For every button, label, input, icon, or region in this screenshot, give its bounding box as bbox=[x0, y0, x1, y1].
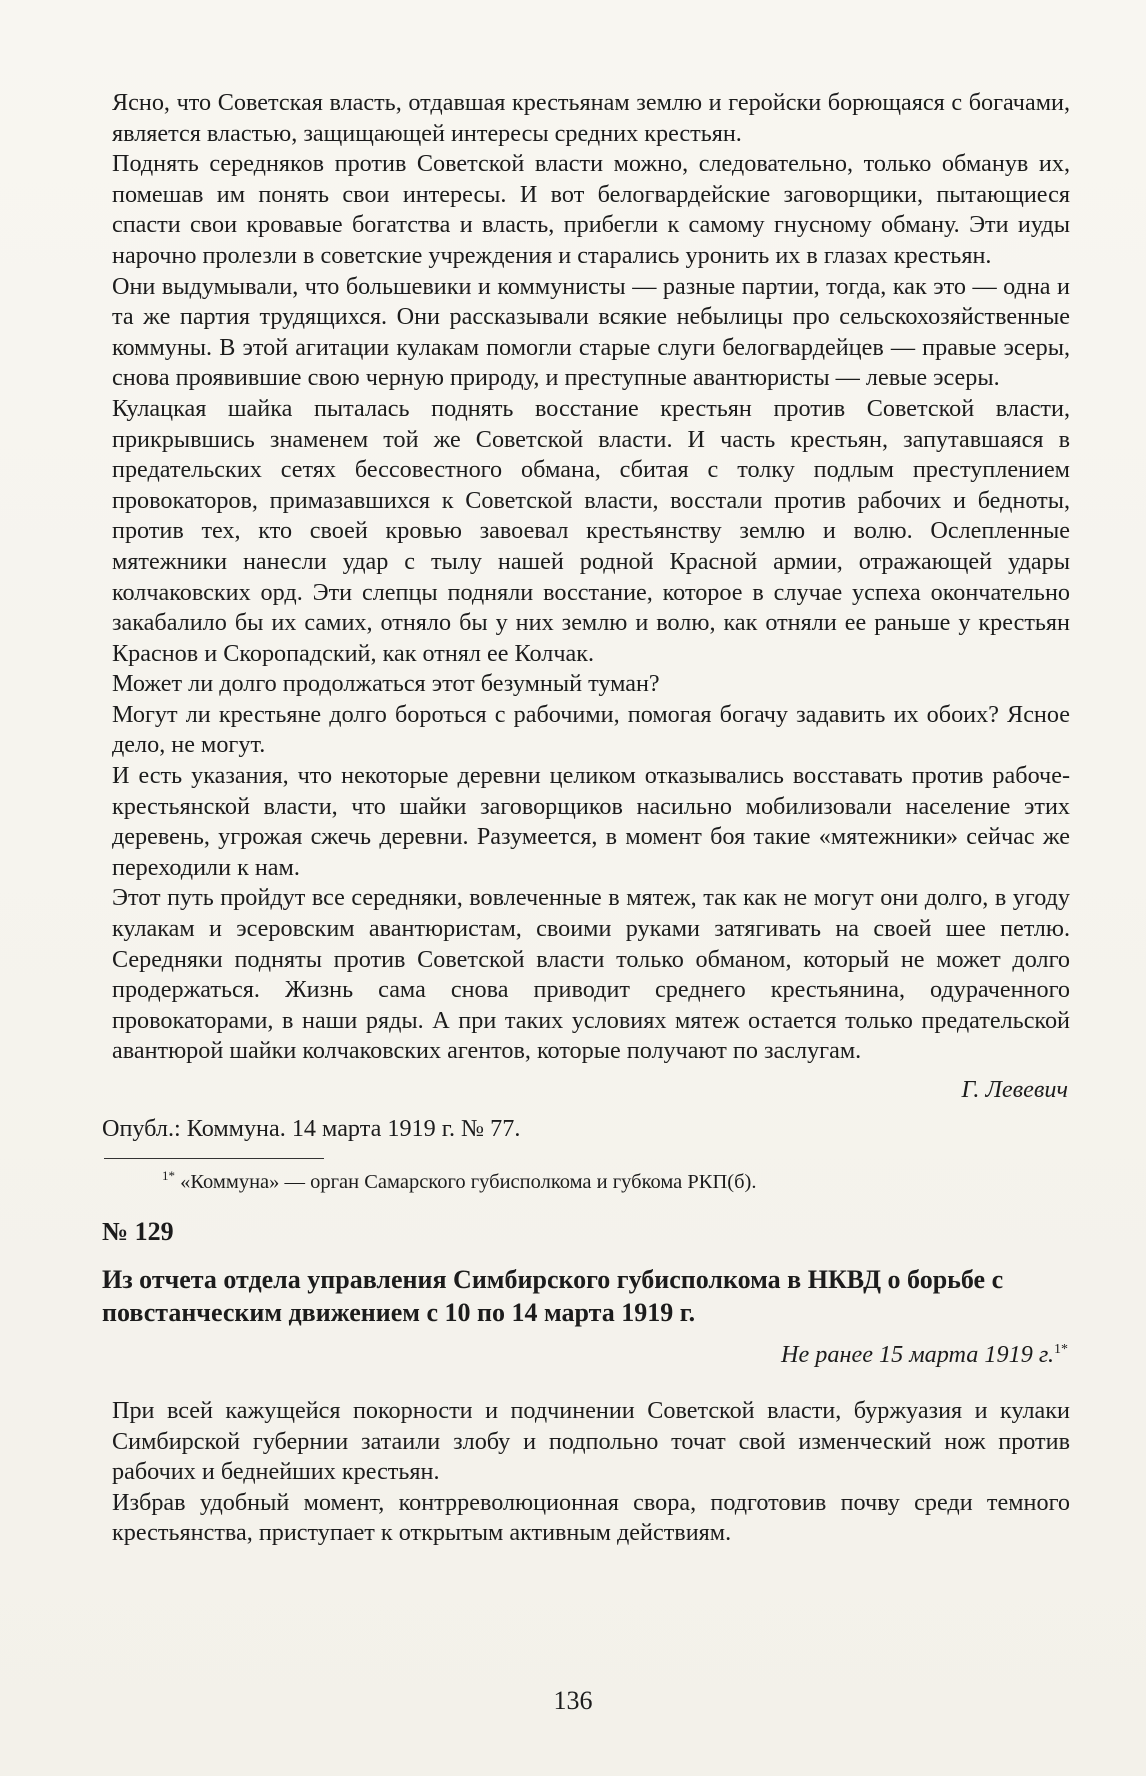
document-date bbox=[112, 1335, 1070, 1370]
paragraph: Они выдумывали, что большевики и коммунисты — разные партии, тогда, как это — одна и та же партия трудящихся. Они рассказывали всякие небылицы про сельскохозяйственные коммуны. В этой агитации кулакам помогли старые слуги белогвардейцев — правые эсеры, снова проявившие свою черную природу, и преступные авантюристы — левые эсеры. bbox=[112, 272, 1070, 392]
paragraph: Может ли долго продолжаться этот безумный туман? bbox=[112, 670, 660, 698]
paragraph: Могут ли крестьяне долго бороться с рабочими, помогая богачу задавить их обоих? Ясное дело, не могут. bbox=[112, 700, 1070, 759]
footnote-marker: 1* bbox=[162, 1168, 175, 1184]
document-date-text: Не ранее 15 марта 1919 г. bbox=[781, 1341, 1054, 1369]
document-number: № 129 bbox=[102, 1217, 174, 1247]
footnote-text: «Коммуна» — орган Самарского губисполкома и губкома РКП(б). bbox=[175, 1171, 757, 1194]
paragraph: Поднять середняков против Советской власти можно, следовательно, только обманув их, помешав им понять свои интересы. И вот белогвардейские заговорщики, пытающиеся спасти свои кровавые богатства и власть, прибегли к самому гнусному обману. Эти иуды нарочно пролезли в советские учреждения и старались уронить их в глазах крестьян. bbox=[112, 150, 1070, 269]
paragraph: Этот путь пройдут все середняки, вовлеченные в мятеж, так как не могут они долго, в угоду кулакам и эсеровским авантюристам, своими руками затягивать на своей шее петлю. Середняки подняты против Советской власти только обманом, который не может долго продержаться. Жизнь сама снова приводит среднего крестьянина, одураченного провокаторами, в наши ряды. А при таких условиях мятеж остается только предательской авантюрой шайки колчаковских агентов, которые получают по заслугам. bbox=[112, 884, 1070, 1065]
footnote bbox=[162, 1163, 1070, 1195]
footnote-rule bbox=[104, 1158, 324, 1159]
document-title: Из отчета отдела управления Симбирского губисполкома в НКВД о борьбе с повстанческим движением с 10 по 14 марта 1919 г. bbox=[102, 1265, 1004, 1328]
paragraph: Избрав удобный момент, контрреволюционная свора, подготовив почву среди темного крестьянства, приступает к открытым активным действиям. bbox=[112, 1488, 1070, 1547]
author-signature: Г. Левевич bbox=[961, 1076, 1068, 1103]
publication-note: Опубл.: Коммуна. 14 марта 1919 г. № 77. bbox=[102, 1114, 521, 1142]
section-spacer bbox=[112, 1370, 1070, 1396]
paragraph: Ясно, что Советская власть, отдавшая крестьянам землю и геройски борющаяся с богачами, является властью, защищающей интересы средних крестьян. bbox=[112, 89, 1070, 147]
paragraph: При всей кажущейся покорности и подчинении Советской власти, буржуазия и кулаки Симбирской губернии затаили злобу и подпольно точат свой изменческий нож против рабочих и беднейших крестьян. bbox=[112, 1397, 1070, 1486]
text-column bbox=[102, 88, 1070, 1549]
paragraph: И есть указания, что некоторые деревни целиком отказывались восставать против рабоче-крестьянской власти, что шайки заговорщиков насильно мобилизовали население этих деревень, угрожая сжечь деревни. Разумеется, в момент боя такие «мятежники» сейчас же переходили к нам. bbox=[112, 762, 1070, 881]
document-date-marker: 1* bbox=[1054, 1342, 1068, 1358]
paragraph: Кулацкая шайка пыталась поднять восстание крестьян против Советской власти, прикрывшись знаменем той же Советской власти. И часть крестьян, запутавшаяся в предательских сетях бессовестного обмана, сбитая с толку подлым преступлением провокаторов, примазавшихся к Советской власти, восстали против рабочих и бедноты, против тех, кто своей кровью завоевал крестьянству землю и волю. Ослепленные мятежники нанесли удар с тылу нашей родной Красной армии, отражающей удары колчаковских орд. Эти слепцы подняли восстание, которое в случае успеха окончательно закабалило бы их самих, отняло бы у них землю и волю, как отняли ее раньше у крестьян Краснов и Скоропадский, как отнял ее Колчак. bbox=[112, 394, 1070, 667]
page-number: 136 bbox=[553, 1686, 593, 1715]
